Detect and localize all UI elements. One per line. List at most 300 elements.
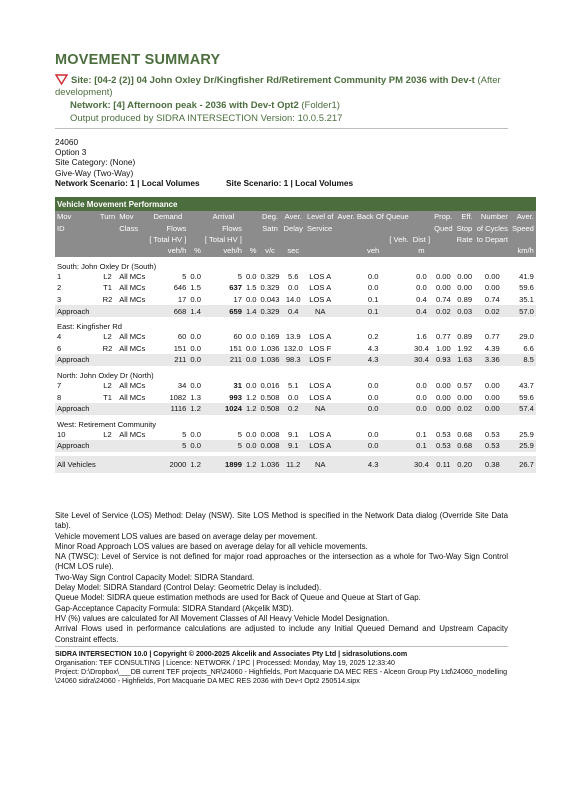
- table-cell: 1.2: [244, 456, 259, 473]
- table-cell: 17: [177, 295, 187, 305]
- table-cell: 0.00: [484, 283, 500, 293]
- table-cell: 0.38: [475, 456, 510, 473]
- table-cell: R2: [102, 295, 113, 305]
- header-cell: veh: [336, 245, 411, 256]
- table-cell: 5.6: [287, 271, 299, 281]
- network-suffix: (Folder1): [301, 100, 340, 111]
- table-cell: 5: [182, 429, 187, 439]
- footer-divider: [55, 646, 508, 647]
- table-cell: 1.4: [245, 306, 257, 316]
- table-cell: 0.89: [457, 295, 473, 305]
- header-cell: [117, 234, 147, 245]
- table-cell: 0.0: [190, 343, 201, 353]
- header-cell: [432, 234, 455, 245]
- table-row: [55, 294, 536, 306]
- footer: [55, 650, 515, 686]
- table-cell: 4.3: [367, 343, 379, 353]
- header-cell: Deg.: [259, 211, 282, 222]
- table-cell: 0.0: [367, 381, 379, 391]
- page-title: MOVEMENT SUMMARY: [55, 52, 221, 68]
- table-cell: 43.7: [519, 381, 534, 391]
- table-cell: 151: [173, 343, 187, 353]
- table-header-row: [55, 211, 536, 222]
- site-scenario: Site Scenario: 1 | Local Volumes: [226, 177, 354, 188]
- table-cell: 0.508: [260, 392, 280, 402]
- header-cell: m: [411, 245, 432, 256]
- header-cell: %: [188, 245, 203, 256]
- header-cell: [188, 234, 203, 245]
- table-cell: 0.68: [455, 440, 475, 452]
- table-row: [55, 271, 536, 283]
- table-cell: 0.1: [336, 305, 411, 317]
- header-cell: Flows: [147, 222, 188, 233]
- header-cell: [55, 234, 98, 245]
- table-cell: 0.1: [411, 440, 432, 452]
- table-cell: 8: [57, 392, 62, 402]
- table-cell: 0.02: [455, 403, 475, 415]
- section-header: [55, 415, 536, 429]
- table-cell: 0.03: [455, 305, 475, 317]
- report-header: [55, 52, 515, 125]
- table-cell: Approach: [55, 403, 98, 415]
- header-cell: [244, 211, 259, 222]
- table-cell: 34: [177, 381, 187, 391]
- table-cell: 0.77: [484, 332, 500, 342]
- header-cell: Eff.: [455, 211, 475, 222]
- table-cell: 1116: [147, 403, 188, 415]
- approach-row: [55, 354, 536, 366]
- table-cell: [98, 354, 117, 366]
- table-cell: 0.0: [245, 381, 257, 391]
- section-title: South: John Oxley Dr (South): [57, 261, 157, 271]
- table-cell: 1.6: [416, 332, 427, 342]
- table-cell: 0.0: [287, 283, 299, 293]
- table-cell: 0.0: [190, 441, 201, 451]
- table-cell: T1: [103, 283, 112, 293]
- table-cell: 30.4: [411, 354, 432, 366]
- triangle-down-icon: [55, 74, 68, 85]
- table-cell: [98, 456, 117, 473]
- footer-project-path-cont: \24060 sidra\24060 - Highfields, Port Macquarie DA MEC RES 2036 with Dev-t Opt2 250514.sipx: [55, 676, 360, 685]
- table-cell: 2: [57, 283, 62, 293]
- table-cell: 1.00: [435, 343, 451, 353]
- section-title: North: John Oxley Dr (North): [57, 370, 154, 380]
- header-cell: Dist ]: [412, 234, 431, 244]
- table-cell: 0.53: [432, 440, 455, 452]
- table-cell: 0.2: [367, 332, 379, 342]
- table-caption: Vehicle Movement Performance: [55, 197, 536, 211]
- table-cell: 0.0: [367, 392, 379, 402]
- table-cell: 41.9: [519, 271, 534, 281]
- table-cell: NA: [305, 456, 336, 473]
- table-cell: 0.00: [435, 392, 451, 402]
- approach-row: [55, 440, 536, 452]
- table-cell: 1.63: [455, 354, 475, 366]
- table-cell: 0.1: [367, 295, 379, 305]
- table-cell: All MCs: [119, 392, 146, 402]
- table-cell: 29.0: [519, 332, 534, 342]
- header-cell: Delay: [283, 223, 303, 233]
- table-cell: 0.53: [484, 429, 500, 439]
- header-cell: to Depart: [476, 234, 508, 244]
- header-cell: [411, 211, 432, 222]
- table-cell: 0.008: [260, 441, 280, 451]
- header-cell: [336, 222, 411, 233]
- header-cell: [244, 222, 259, 233]
- table-cell: LOS A: [309, 332, 332, 342]
- table-cell: 1082: [169, 392, 187, 402]
- table-cell: 7: [57, 381, 62, 391]
- table-cell: All MCs: [119, 295, 146, 305]
- table-cell: 132.0: [283, 343, 303, 353]
- header-cell: Rate: [456, 234, 473, 244]
- table-cell: 0.0: [336, 440, 411, 452]
- table-cell: 0.329: [260, 306, 280, 316]
- table-cell: 0.0: [336, 403, 411, 415]
- table-cell: 25.9: [519, 429, 534, 439]
- table-cell: 4.3: [336, 456, 411, 473]
- table-cell: LOS A: [309, 271, 332, 281]
- table-cell: R2: [102, 343, 113, 353]
- table-cell: [117, 440, 147, 452]
- header-cell: Service: [305, 222, 336, 233]
- table-cell: 668: [147, 305, 188, 317]
- header-cell: [98, 245, 117, 256]
- table-cell: 0.0: [367, 271, 379, 281]
- table-cell: 1.036: [260, 343, 280, 353]
- table-cell: 0.4: [416, 295, 427, 305]
- approach-row: [55, 305, 536, 317]
- header-cell: sec: [282, 245, 305, 256]
- table-cell: LOS A: [305, 440, 336, 452]
- header-cell: Aver. Back Of Queue: [337, 212, 409, 222]
- table-cell: 0.00: [435, 283, 451, 293]
- table-cell: 5.1: [287, 381, 299, 391]
- section-header: [55, 317, 536, 331]
- header-cell: v/c: [259, 245, 282, 256]
- table-cell: Approach: [55, 305, 98, 317]
- note-line: Two-Way Sign Control Capacity Model: SIDRA Standard.: [55, 572, 255, 582]
- table-cell: 0.00: [457, 392, 473, 402]
- table-cell: All MCs: [119, 271, 146, 281]
- header-cell: [ Total HV ]: [204, 234, 242, 244]
- header-cell: [244, 234, 259, 245]
- table-cell: 0.0: [245, 355, 257, 365]
- table-cell: 3: [57, 295, 62, 305]
- table-cell: LOS A: [309, 381, 332, 391]
- table-cell: L2: [103, 271, 112, 281]
- table-cell: 11.2: [282, 456, 305, 473]
- table-cell: 30.4: [414, 343, 429, 353]
- table-cell: 0.329: [260, 271, 280, 281]
- table-cell: [117, 456, 147, 473]
- table-cell: 5: [147, 440, 188, 452]
- header-cell: %: [244, 245, 259, 256]
- table-cell: LOS A: [309, 295, 332, 305]
- table-cell: 9.1: [282, 440, 305, 452]
- table-cell: 14.0: [285, 295, 301, 305]
- table-cell: 0.0: [416, 271, 427, 281]
- table-cell: 35.1: [519, 295, 534, 305]
- table-cell: 60: [177, 332, 187, 342]
- table-cell: [117, 403, 147, 415]
- table-cell: 1.3: [190, 392, 201, 402]
- table-cell: 0.0: [245, 332, 257, 342]
- table-cell: 30.4: [411, 456, 432, 473]
- table-cell: [98, 403, 117, 415]
- table-cell: 0.0: [367, 429, 379, 439]
- header-cell: [55, 245, 98, 256]
- table-cell: 151: [229, 343, 242, 353]
- table-cell: [117, 305, 147, 317]
- table-cell: 5: [237, 429, 242, 439]
- table-cell: NA: [305, 305, 336, 317]
- table-cell: 1.2: [245, 392, 257, 402]
- table-cell: 57.0: [510, 305, 536, 317]
- table-cell: Approach: [55, 354, 98, 366]
- table-cell: 0.0: [245, 295, 257, 305]
- table-row: [55, 343, 536, 355]
- table-cell: 1.5: [245, 283, 257, 293]
- table-cell: 0.53: [475, 440, 510, 452]
- header-cell: Mov: [55, 211, 98, 222]
- note-line: Queue Model: SIDRA queue estimation methods are used for Back of Queue and Queue at Start of Gap.: [55, 593, 421, 603]
- table-cell: 0.1: [416, 429, 427, 439]
- header-cell: [117, 245, 147, 256]
- table-cell: 0.0: [245, 271, 257, 281]
- table-header-row: [55, 234, 536, 245]
- header-cell: Qued: [434, 223, 453, 233]
- header-cell: km/h: [510, 245, 536, 256]
- table-header-row: [55, 245, 536, 256]
- table-cell: 1.2: [245, 404, 257, 414]
- table-cell: LOS F: [309, 343, 332, 353]
- control-type: Give-Way (Two-Way): [55, 167, 134, 178]
- table-cell: 0.0: [190, 381, 201, 391]
- table-cell: 0.0: [416, 283, 427, 293]
- footer-organisation: Organisation: TEF CONSULTING | Licence: NETWORK / 1PC | Processed: Monday, May 19, 2025 12:33:40: [55, 658, 395, 667]
- table-cell: 659: [203, 305, 244, 317]
- output-line: Output produced by SIDRA INTERSECTION Version: 10.0.5.217: [70, 113, 343, 124]
- note-line: Gap-Acceptance Capacity Formula: SIDRA Standard (Akçelik M3D).: [55, 603, 294, 613]
- header-cell: Satn: [259, 222, 282, 233]
- network-scenario: Network Scenario: 1 | Local Volumes: [55, 177, 200, 188]
- table-cell: 1024: [203, 403, 244, 415]
- table-cell: 0.68: [457, 429, 473, 439]
- site-category: Site Category: (None): [55, 157, 136, 168]
- header-cell: Arrival: [203, 211, 244, 222]
- note-line: HV (%) values are calculated for All Movement Classes of All Heavy Vehicle Model Designation.: [55, 613, 390, 623]
- header-cell: [510, 234, 536, 245]
- table-cell: 13.9: [285, 332, 301, 342]
- table-cell: 0.0: [416, 392, 427, 402]
- table-cell: 0.0: [245, 343, 257, 353]
- header-cell: Aver.: [510, 211, 536, 222]
- table-cell: 5: [203, 440, 244, 452]
- table-cell: L2: [103, 332, 112, 342]
- table-cell: All MCs: [119, 381, 146, 391]
- table-cell: 637: [229, 283, 242, 293]
- table-cell: 0.00: [457, 283, 473, 293]
- table-cell: 0.169: [260, 332, 280, 342]
- header-cell: [432, 245, 455, 256]
- table-cell: 0.02: [475, 305, 510, 317]
- table-cell: 59.6: [519, 392, 534, 402]
- table-cell: 0.0: [245, 441, 257, 451]
- table-cell: 0.00: [435, 271, 451, 281]
- header-cell: Stop: [455, 222, 475, 233]
- network-label: Network: [4] Afternoon peak - 2036 with Dev-t Opt2: [70, 100, 299, 111]
- table-cell: 6: [57, 343, 62, 353]
- header-cell: ID: [55, 222, 98, 233]
- table-cell: 8.5: [510, 354, 536, 366]
- table-cell: 0.74: [484, 295, 500, 305]
- header-cell: [98, 222, 117, 233]
- note-line: NA (TWSC): Level of Service is not defined for major road approaches or the intersection as a whole for Two-Way Sign Control (HCM LOS rule).: [55, 552, 508, 572]
- table-cell: 0.0: [287, 392, 299, 402]
- note-line: Site Level of Service (LOS) Method: Delay (NSW). Site LOS Method is specified in the Network Data dialog (Override Site Data tab).: [55, 511, 508, 531]
- header-cell: veh/h: [147, 245, 188, 256]
- header-cell: [305, 234, 336, 245]
- table-cell: LOS A: [309, 392, 332, 402]
- table-cell: 1899: [203, 456, 244, 473]
- table-cell: 0.043: [260, 295, 280, 305]
- header-cell: Class: [117, 222, 147, 233]
- table-cell: [117, 354, 147, 366]
- footer-copyright: SIDRA INTERSECTION 10.0 | Copyright © 2000-2025 Akcelik and Associates Pty Ltd | sidrasolutions.com: [55, 650, 408, 658]
- header-cell: Level of: [306, 212, 334, 222]
- table-cell: 1.5: [190, 283, 201, 293]
- option-label: Option 3: [55, 147, 87, 158]
- header-cell: [259, 234, 282, 245]
- table-cell: 4.39: [484, 343, 500, 353]
- header-cell: Turn: [99, 212, 116, 222]
- table-row: [55, 282, 536, 294]
- table-cell: 0.00: [475, 403, 510, 415]
- table-cell: 6.6: [523, 343, 534, 353]
- approach-row: [55, 403, 536, 415]
- table-cell: 0.4: [411, 305, 432, 317]
- table-cell: 1.036: [259, 456, 282, 473]
- site-info: [55, 137, 353, 188]
- table-cell: All MCs: [119, 332, 146, 342]
- table-cell: 0.57: [457, 381, 473, 391]
- table-cell: 0.00: [484, 392, 500, 402]
- header-cell: [455, 245, 475, 256]
- table-cell: 211: [203, 354, 244, 366]
- movement-performance-table: [55, 197, 536, 473]
- table-cell: All MCs: [119, 283, 146, 293]
- all-vehicles-row: [55, 456, 536, 473]
- table-cell: LOS A: [309, 283, 332, 293]
- table-cell: 26.7: [510, 456, 536, 473]
- header-cell: Flows: [203, 222, 244, 233]
- table-cell: 0.00: [435, 381, 451, 391]
- table-cell: 0.508: [260, 404, 280, 414]
- table-cell: 0.89: [457, 332, 473, 342]
- header-cell: Aver.: [282, 211, 305, 222]
- table-cell: 0.329: [260, 283, 280, 293]
- table-cell: 0.0: [190, 295, 201, 305]
- table-row: [55, 331, 536, 343]
- table-row: [55, 380, 536, 392]
- table-cell: Approach: [55, 440, 98, 452]
- header-cell: [ Total HV ]: [149, 234, 187, 244]
- section-title: West: Retirement Community: [57, 419, 157, 429]
- table-cell: 0.00: [484, 381, 500, 391]
- site-label: Site: [04-2 (2)] 04 John Oxley Dr/Kingfisher Rd/Retirement Community PM 2036 with Dev-t: [71, 75, 475, 86]
- scenario-line: [55, 178, 353, 188]
- header-cell: [475, 245, 510, 256]
- table-cell: 0.0: [416, 381, 427, 391]
- table-cell: 17: [233, 295, 242, 305]
- table-cell: All MCs: [119, 343, 146, 353]
- section-title: East: Kingfisher Rd: [57, 321, 122, 331]
- project-id: 24060: [55, 137, 79, 147]
- table-cell: [98, 440, 117, 452]
- table-cell: 0.0: [411, 403, 432, 415]
- table-cell: T1: [103, 392, 112, 402]
- table-cell: 0.53: [435, 429, 451, 439]
- table-cell: 0.0: [367, 283, 379, 293]
- table-cell: 1.2: [190, 404, 201, 414]
- table-cell: 10: [57, 429, 66, 439]
- table-cell: 25.9: [510, 440, 536, 452]
- header-divider: [55, 128, 508, 129]
- site-suffix: (After development): [55, 75, 501, 98]
- header-cell: [188, 211, 203, 222]
- table-cell: 0.11: [432, 456, 455, 473]
- table-cell: NA: [305, 403, 336, 415]
- table-cell: All MCs: [119, 429, 146, 439]
- note-line: Vehicle movement LOS values are based on average delay per movement.: [55, 531, 318, 541]
- table-cell: 0.0: [190, 429, 201, 439]
- section-header: [55, 257, 536, 271]
- table-cell: 57.4: [510, 403, 536, 415]
- table-cell: [98, 305, 117, 317]
- table-cell: 1: [57, 271, 62, 281]
- table-cell: 59.6: [519, 283, 534, 293]
- table-cell: 5: [182, 271, 187, 281]
- table-cell: 31: [233, 381, 242, 391]
- table-cell: L2: [103, 381, 112, 391]
- table-cell: 0.4: [282, 305, 305, 317]
- header-cell: [98, 234, 117, 245]
- site-line: [55, 74, 515, 99]
- table-cell: 211: [147, 354, 188, 366]
- section-header: [55, 366, 536, 380]
- footer-project-path: Project: D:\Dropbox\___DB current TEF projects_NR\24060 - Highfields, Port Macquarie DA MEC RES - Alceon Group Pty Ltd\24060_modelling: [55, 667, 508, 676]
- table-cell: 3.36: [475, 354, 510, 366]
- header-cell: Number: [475, 211, 510, 222]
- header-cell: [305, 245, 336, 256]
- table-cell: 60: [233, 332, 242, 342]
- table-cell: 0.0: [190, 332, 201, 342]
- header-cell: [ Veh.: [336, 234, 411, 245]
- table-cell: 0.77: [435, 332, 451, 342]
- table-cell: 0.74: [435, 295, 451, 305]
- table-cell: 1.92: [457, 343, 473, 353]
- table-cell: 0.0: [245, 429, 257, 439]
- header-cell: of Cycles: [475, 222, 510, 233]
- table-cell: L2: [103, 429, 112, 439]
- table-cell: 993: [229, 392, 242, 402]
- table-cell: 0.008: [260, 429, 280, 439]
- table-cell: 1.4: [190, 306, 201, 316]
- table-row: [55, 429, 536, 441]
- table-cell: 0.93: [432, 354, 455, 366]
- table-cell: LOS A: [309, 429, 332, 439]
